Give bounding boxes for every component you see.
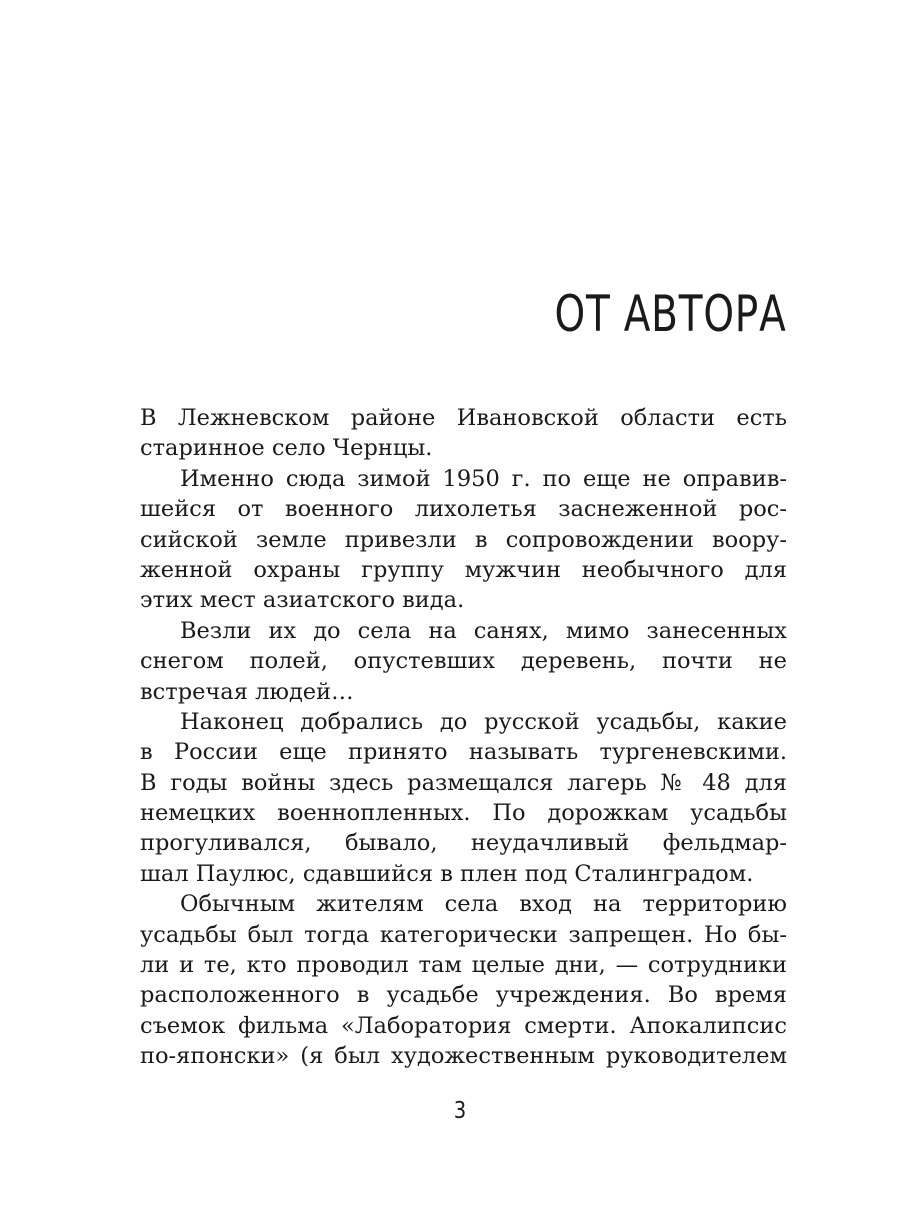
body-text [140,403,787,1072]
text-line: ли и те, кто проводил там целые дни, — сотрудники [140,952,787,979]
text-line: съемок фильма «Лаборатория смерти. Апокалипсис [140,1012,787,1039]
text-line: В годы войны здесь размещался лагерь № 48 для [140,769,787,796]
text-line: Наконец добрались до русской усадьбы, какие [180,708,787,735]
text-line: В Лежневском районе Ивановской области есть [140,405,787,431]
page-number: 3 [453,1098,467,1124]
text-line: старинное село Чернцы. [140,435,433,462]
text-line: сийской земле привезли в сопровождении воору- [140,526,787,553]
text-line: Везли их до села на санях, мимо занесенных [180,617,787,644]
text-line: Обычным жителям села вход на территорию [180,891,787,918]
text-line: снегом полей, опустевших деревень, почти не [140,648,787,675]
text-line: Именно сюда зимой 1950 г. по еще не оправив- [180,465,787,492]
text-line: шейся от военного лихолетья заснеженной рос- [140,496,787,523]
text-line: этих мест азиатского вида. [140,587,465,614]
text-line: усадьбы был тогда категорически запрещен. Но бы- [140,921,787,948]
text-line: встречая людей… [140,678,354,705]
text-line: немецких военнопленных. По дорожкам усадьбы [140,800,787,827]
text-line: в России еще принято называть тургеневскими. [140,739,787,766]
text-line: прогуливался, бывало, неудачливый фельдмар- [140,830,787,857]
text-line: расположенного в усадьбе учреждения. Во время [140,982,787,1009]
text-line: женной охраны группу мужчин необычного для [140,556,787,583]
chapter-title: ОТ АВТОРА [554,285,787,343]
text-line: шал Паулюс, сдавшийся в плен под Сталинградом. [140,860,754,887]
text-line: по-японски» (я был художественным руководителем [140,1043,787,1070]
